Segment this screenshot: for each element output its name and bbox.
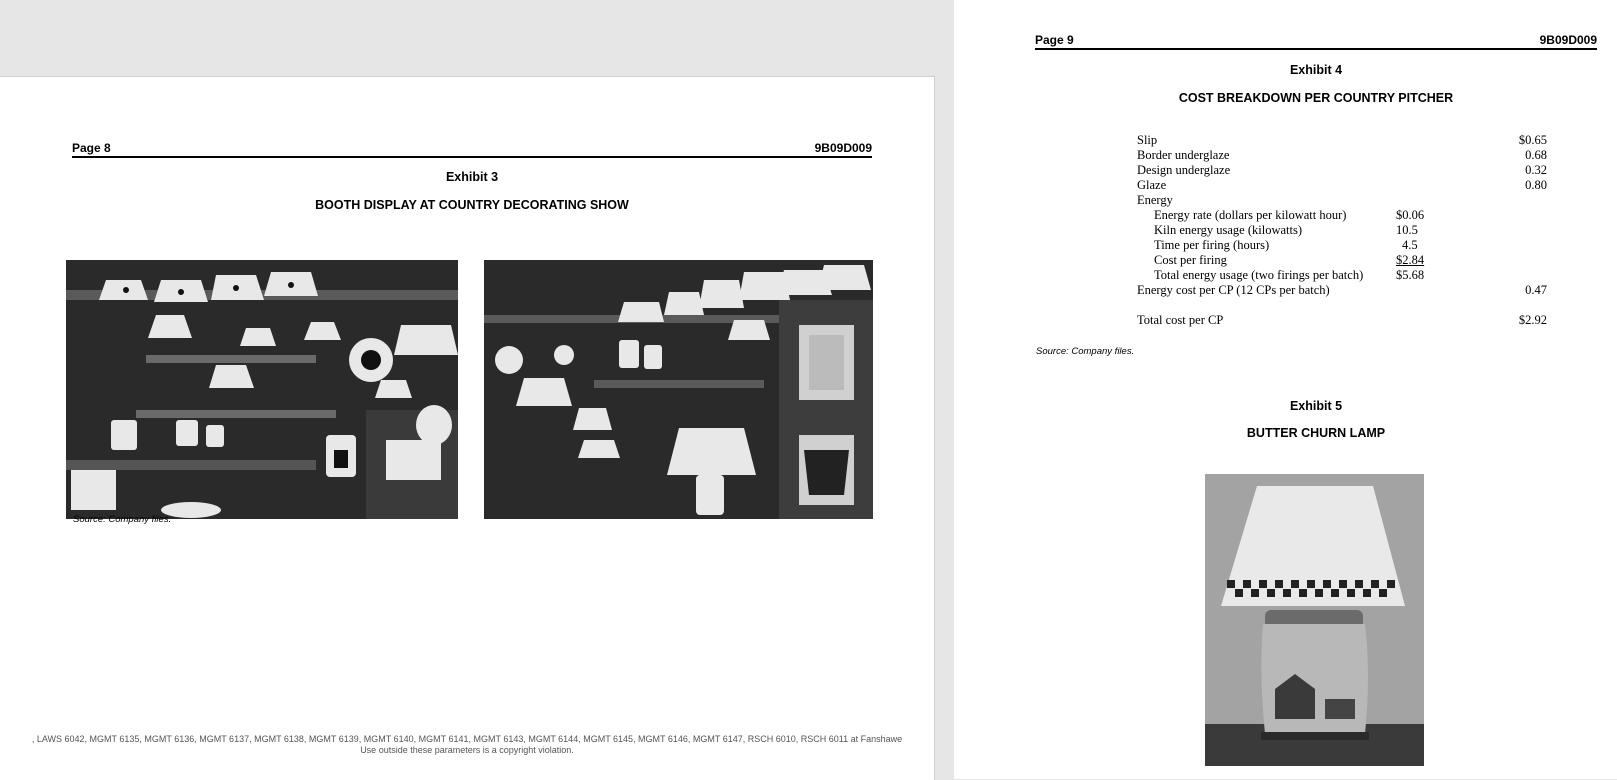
document-page-9 <box>954 0 1617 779</box>
case-code: 9B09D009 <box>1539 33 1597 47</box>
booth-photo-right <box>484 260 873 519</box>
table-row <box>1137 193 1547 208</box>
table-row <box>1137 163 1547 178</box>
cost-label: Slip <box>1137 133 1158 147</box>
page-number: Page 8 <box>72 141 111 155</box>
energy-value: 4.5 <box>1402 238 1418 252</box>
energy-label: Total energy usage (two firings per batch) <box>1154 268 1364 282</box>
cost-amount: $0.65 <box>1518 133 1547 147</box>
cost-label: Energy cost per CP (12 CPs per batch) <box>1137 283 1330 297</box>
source-note: Source: Company files. <box>73 514 172 525</box>
table-row <box>1137 223 1547 238</box>
table-row <box>1137 253 1547 268</box>
energy-value: $0.06 <box>1396 208 1425 222</box>
table-row <box>1137 178 1547 193</box>
energy-value: 10.5 <box>1396 223 1418 237</box>
cost-breakdown-table <box>1137 133 1547 328</box>
table-row <box>1137 283 1547 298</box>
total-row <box>1137 313 1547 328</box>
exhibit-title: Exhibit 3 <box>445 170 499 184</box>
total-amount: $2.92 <box>1518 313 1547 327</box>
table-row <box>1137 133 1547 148</box>
exhibit-4-subtitle: COST BREAKDOWN PER COUNTRY PITCHER <box>1178 91 1454 105</box>
cost-label: Energy <box>1137 193 1173 207</box>
table-row <box>1137 148 1547 163</box>
cost-label: Glaze <box>1137 178 1167 192</box>
cost-label: Border underglaze <box>1137 148 1230 162</box>
page-number: Page 9 <box>1035 33 1074 47</box>
footer-line-1: , LAWS 6042, MGMT 6135, MGMT 6136, MGMT 6137, MGMT 6138, MGMT 6139, MGMT 6140, MGMT 6141, MGMT 6143, MGMT 6144, MGMT 6145, MGMT 6146, MGMT 6147, RSCH 6010, RSCH 6011 at Fanshawe <box>31 734 903 744</box>
cost-amount <box>1467 193 1547 208</box>
energy-value: $5.68 <box>1396 268 1425 282</box>
table-row <box>1137 268 1547 283</box>
cost-amount: 0.47 <box>1525 283 1547 297</box>
case-code: 9B09D009 <box>814 141 872 155</box>
cost-amount: 0.80 <box>1525 178 1547 192</box>
total-label: Total cost per CP <box>1137 313 1224 327</box>
table-row <box>1137 208 1547 223</box>
exhibit-4-title: Exhibit 4 <box>1289 63 1343 77</box>
document-page-8 <box>0 76 935 780</box>
energy-value: $2.84 <box>1396 253 1425 267</box>
exhibit-5-title: Exhibit 5 <box>1289 399 1343 413</box>
butter-churn-lamp-photo <box>1205 474 1424 766</box>
exhibit-subtitle: BOOTH DISPLAY AT COUNTRY DECORATING SHOW <box>315 198 629 212</box>
cost-label: Design underglaze <box>1137 163 1231 177</box>
energy-label: Energy rate (dollars per kilowatt hour) <box>1154 208 1347 222</box>
booth-photo-left <box>66 260 458 519</box>
exhibit-5-subtitle: BUTTER CHURN LAMP <box>1246 426 1386 440</box>
energy-label: Kiln energy usage (kilowatts) <box>1154 223 1302 237</box>
source-note: Source: Company files. <box>1036 346 1135 357</box>
page-header <box>1035 33 1597 50</box>
cost-amount: 0.68 <box>1525 148 1547 162</box>
footer-line-2: Use outside these parameters is a copyright violation. <box>360 745 574 755</box>
table-row <box>1137 238 1547 253</box>
copyright-footer <box>0 734 934 756</box>
page-header <box>72 141 872 158</box>
energy-label: Time per firing (hours) <box>1154 238 1270 252</box>
energy-label: Cost per firing <box>1154 253 1227 267</box>
cost-amount: 0.32 <box>1525 163 1547 177</box>
